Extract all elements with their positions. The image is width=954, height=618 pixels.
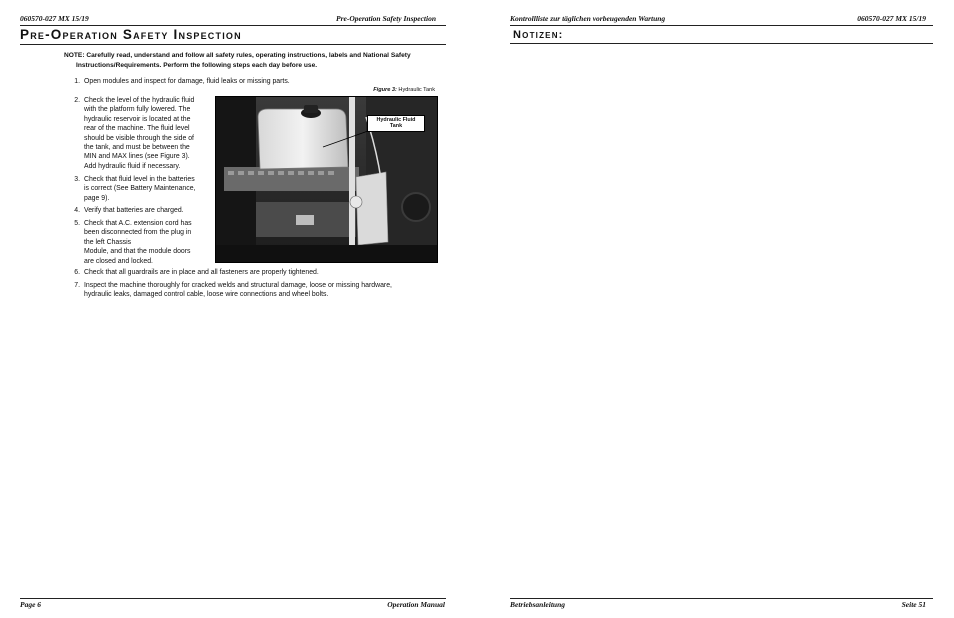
- step-line: the left Chassis: [84, 238, 132, 246]
- step-line: page 9).: [84, 194, 110, 202]
- note-label: NOTE:: [64, 52, 85, 59]
- step-line: Check that all guardrails are in place and all fasteners are properly tightened.: [84, 269, 319, 276]
- step-text: [84, 96, 224, 171]
- step-line: hydraulic leaks, damaged control cable, loose wire connections and wheel bolts.: [84, 291, 329, 299]
- hydraulic-fluid-tank-callout: [367, 115, 425, 132]
- callout-line-2: Tank: [389, 123, 403, 130]
- step-line: Check that A.C. extension cord has: [84, 220, 192, 227]
- title-rule: [20, 44, 446, 45]
- step-text: [84, 281, 444, 300]
- notes-title: Notizen:: [513, 29, 564, 41]
- right-footer-manual: Betriebsanleitung: [510, 600, 566, 609]
- step-text: [84, 175, 224, 203]
- notes-title-rule: [510, 43, 933, 44]
- step-line: been disconnected from the plug in: [84, 229, 192, 237]
- figure-caption: [300, 87, 435, 93]
- step-line: Check the level of the hydraulic fluid: [84, 97, 195, 104]
- step-number: 3.: [74, 176, 80, 183]
- right-footer-page: Seite 51: [901, 600, 926, 609]
- step-line: hydraulic reservoir is located at the: [84, 115, 191, 123]
- left-header-rule: [20, 25, 446, 26]
- step-line: Check that fluid level in the batteries: [84, 176, 195, 183]
- left-footer-page: Page 6: [20, 600, 42, 609]
- left-footer-rule: [20, 598, 446, 599]
- left-header-docnum: 060570-027 MX 15/19: [20, 14, 89, 23]
- right-header-docnum: 060570-027 MX 15/19: [857, 14, 926, 23]
- step-text: [84, 77, 444, 86]
- left-footer-manual: Operation Manual: [387, 600, 445, 609]
- right-header-rule: [510, 25, 933, 26]
- step-line: the tank, and must be between the: [84, 144, 190, 152]
- note-line-1: Carefully read, understand and follow all safety rules, operating instructions, labels and National Safety: [86, 52, 411, 59]
- step-text: [84, 268, 444, 277]
- step-line: Module, and that the module doors: [84, 248, 191, 256]
- step-number: 1.: [74, 78, 80, 85]
- right-header-section: Kontrollliste zur täglichen vorbeugenden Wartung: [510, 14, 666, 23]
- step-line: with the platform fully lowered. The: [84, 106, 191, 114]
- right-footer-rule: [510, 598, 933, 599]
- step-line: Inspect the machine thoroughly for cracked welds and structural damage, loose or missing hardware,: [84, 282, 392, 289]
- step-line: Verify that batteries are charged.: [84, 207, 184, 214]
- page-title: Pre-Operation Safety Inspection: [20, 27, 242, 42]
- figure-caption-text: Hydraulic Tank: [398, 87, 435, 93]
- step-number: 7.: [74, 282, 80, 289]
- step-text: [84, 219, 224, 266]
- step-number: 5.: [74, 220, 80, 227]
- safety-note: [64, 51, 444, 70]
- callout-line-1: Hydraulic Fluid: [376, 117, 416, 123]
- step-line: should be visible through the side of: [84, 134, 194, 142]
- figure-caption-label: Figure 3:: [373, 87, 397, 93]
- step-line: Add hydraulic fluid if necessary.: [84, 162, 181, 170]
- step-line: are closed and locked.: [84, 257, 153, 265]
- step-number: 2.: [74, 97, 80, 104]
- left-header-section: Pre-Operation Safety Inspection: [336, 14, 436, 23]
- step-number: 4.: [74, 207, 80, 214]
- step-line: rear of the machine. The fluid level: [84, 125, 190, 133]
- step-line: Open modules and inspect for damage, fluid leaks or missing parts.: [84, 78, 290, 85]
- step-line: MIN and MAX lines (see Figure 3).: [84, 153, 190, 161]
- step-text: [84, 206, 224, 215]
- step-number: 6.: [74, 269, 80, 276]
- note-line-2: Instructions/Requirements. Perform the following steps each day before use.: [76, 61, 318, 69]
- step-line: is correct (See Battery Maintenance,: [84, 185, 196, 193]
